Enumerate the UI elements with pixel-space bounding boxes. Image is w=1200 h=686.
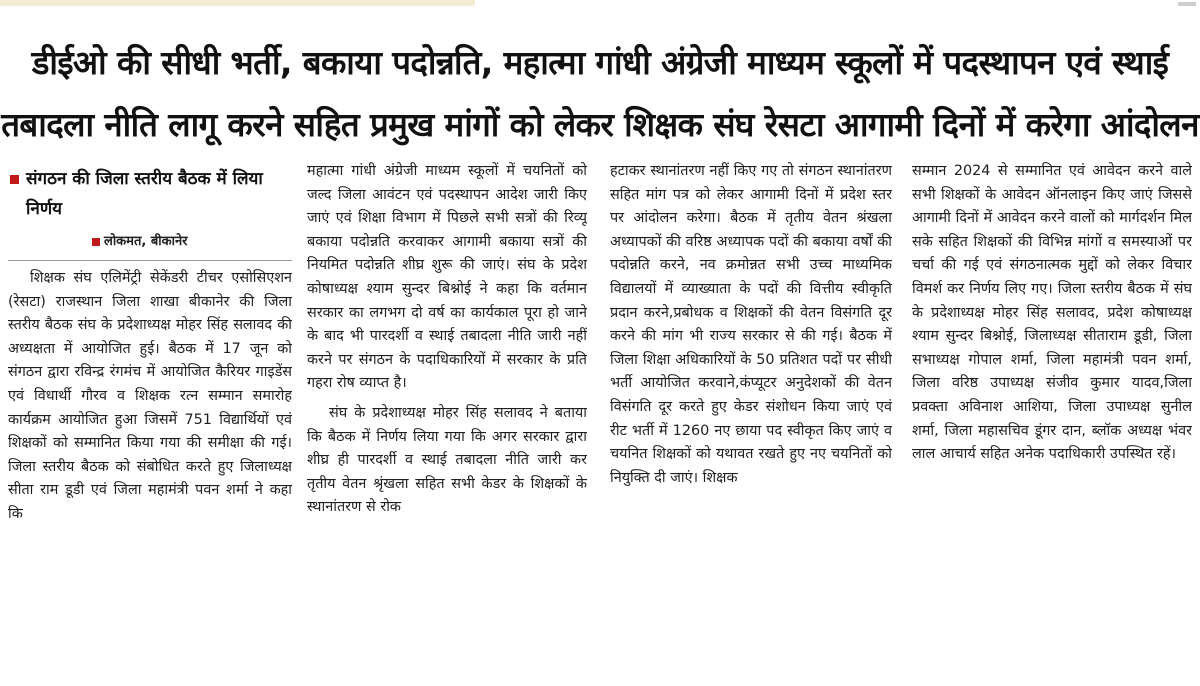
byline-divider [8,260,292,261]
subheading-text: संगठन की जिला स्तरीय बैठक में लिया निर्णय [26,169,263,219]
paragraph: संघ के प्रदेशाध्यक्ष मोहर सिंह सलावद ने बताया कि बैठक में निर्णय लिया गया कि अगर सरकार द्वारा शीघ्र ही पारदर्शी व स्थाई तबादला नीति जारी कर तृतीय वेतन श्रृंखला सहित सभी केडर के शिक्षकों के स्थानांतरण से रोक [307,404,587,516]
headline [0,32,1200,160]
column-1-body [8,267,292,527]
red-square-bullet-icon [10,175,19,184]
red-square-bullet-icon [92,238,100,246]
byline-text: लोकमत, बीकानेर [104,234,188,249]
paragraph: हटाकर स्थानांतरण नहीं किए गए तो संगठन स्थानांतरण सहित मांग पत्र को लेकर आगामी दिनों में प्रदेश स्तर पर आंदोलन करेगा। बैठक में तृतीय वेतन श्रंखला अध्यापकों की वरिष्ठ अध्यापक पदों की बकाया वर्षों की पदोन्नति करने, नव क्रमोन्नत सभी उच्च माध्यमिक विद्यालयों में व्याख्याता के पदों की वित्तीय स्वीकृति प्रदान करने,प्रबोधक व शिक्षकों की वेतन विसंगति दूर करने की मांग भी राज्य सरकार से की गई। बैठक में जिला शिक्षा अधिकारियों के 50 प्रतिशत पदों पर सीधी भर्ती आयोजित करवाने,कंप्यूटर अनुदेशकों की वेतन विसंगति दूर करते हुए केडर संशोधन किया जाएं एवं रीट भर्ती में 1260 नए छाया पद स्वीकृत किए जाएं व चयनित शिक्षकों को यथावत रखते हुए नए चयनितों को नियुक्ति दी जाएं। शिक्षक [610,163,892,486]
paragraph: सम्मान 2024 से सम्मानित एवं आवेदन करने वाले सभी शिक्षकों के आवेदन ऑनलाइन किए जाएं जिससे आगामी दिनों में आवेदन करने वालों को मार्गदर्शन मिल सके सहित शिक्षकों की विभिन्न मांगों व समस्याओं पर चर्चा की गई एवं संगठनात्मक मुद्दों को लेकर विचार विमर्श कर निर्णय लिए गए। जिला स्तरीय बैठक में संघ के प्रदेशाध्यक्ष मोहर सिंह सलावद, प्रदेश कोषाध्यक्ष श्याम सुन्दर बिश्नोई, जिलाध्यक्ष सीताराम डूडी, जिला सभाध्यक्ष गोपाल शर्मा, जिला महामंत्री पवन शर्मा, जिला वरिष्ठ उपाध्यक्ष संजीव कुमार यादव,जिला प्रवक्ता अविनाश आशिया, जिला उपाध्यक्ष सुनील शर्मा, जिला महासचिव डूंगर दान, ब्लॉक अध्यक्ष भंवर लाल आचार्य सहित अनेक पदाधिकारी उपस्थित रहें। [912,163,1192,463]
paragraph: शिक्षक संघ एलिमेंट्री सेकेंडरी टीचर एसोसिएशन (रेसटा) राजस्थान जिला शाखा बीकानेर की जिला स्तरीय बैठक संघ के प्रदेशाध्यक्ष मोहर सिंह सलावद की अध्यक्षता में आयोजित हुई। बैठक में 17 जून को संगठन द्वारा रविन्द्र रंगमंच में आयोजित कैरियर गाइडेंस एवं विधार्थी गौरव व शिक्षक रत्न सम्मान समारोह कार्यक्रम आयोजित हुआ जिसमें 751 विद्यार्थियों एवं शिक्षकों को सम्मानित किया गया की समीक्षा की गई। जिला स्तरीय बैठक को संबोधित करते हुए जिलाध्यक्ष सीता राम डूडी एवं जिला महामंत्री पवन शर्मा ने कहा कि [8,270,292,522]
subheading [8,164,292,224]
headline-line-2: तबादला नीति लागू करने सहित प्रमुख मांगों को लेकर शिक्षक संघ रेसटा आगामी दिनों में करेगा आंदोलन [1,105,1199,144]
article-column-4 [912,160,1192,686]
paragraph: महात्मा गांधी अंग्रेजी माध्यम स्कूलों में चयनितों को जल्द जिला आवंटन एवं पदस्थापन आदेश जारी किए जाएं एवं शिक्षा विभाग में पिछले सभी सत्रों की रिव्यू बकाया पदोन्नति करवाकर आगामी बकाया सत्रों की नियमित पदोन्नति शीघ्र शुरू की जाएं। संघ के प्रदेश कोषाध्यक्ष श्याम सुन्दर बिश्नोई ने कहा कि वर्तमान सरकार का लगभग दो वर्ष का कार्यकाल पूरा हो जाने के बाद भी पारदर्शी व स्थाई तबादला नीति जारी नहीं करने पर संगठन के पदाधिकारियों में सरकार के प्रति गहरा रोष व्याप्त है। [307,163,587,392]
top-border-strip [0,0,475,6]
article-column-3 [610,160,892,686]
article-column-1 [8,160,292,686]
top-right-mark [1178,2,1196,6]
article-column-2 [307,160,587,686]
byline [92,232,292,252]
headline-line-1: डीईओ की सीधी भर्ती, बकाया पदोन्नति, महात्मा गांधी अंग्रेजी माध्यम स्कूलों में पदस्थापन एवं स्थाई [31,43,1169,82]
